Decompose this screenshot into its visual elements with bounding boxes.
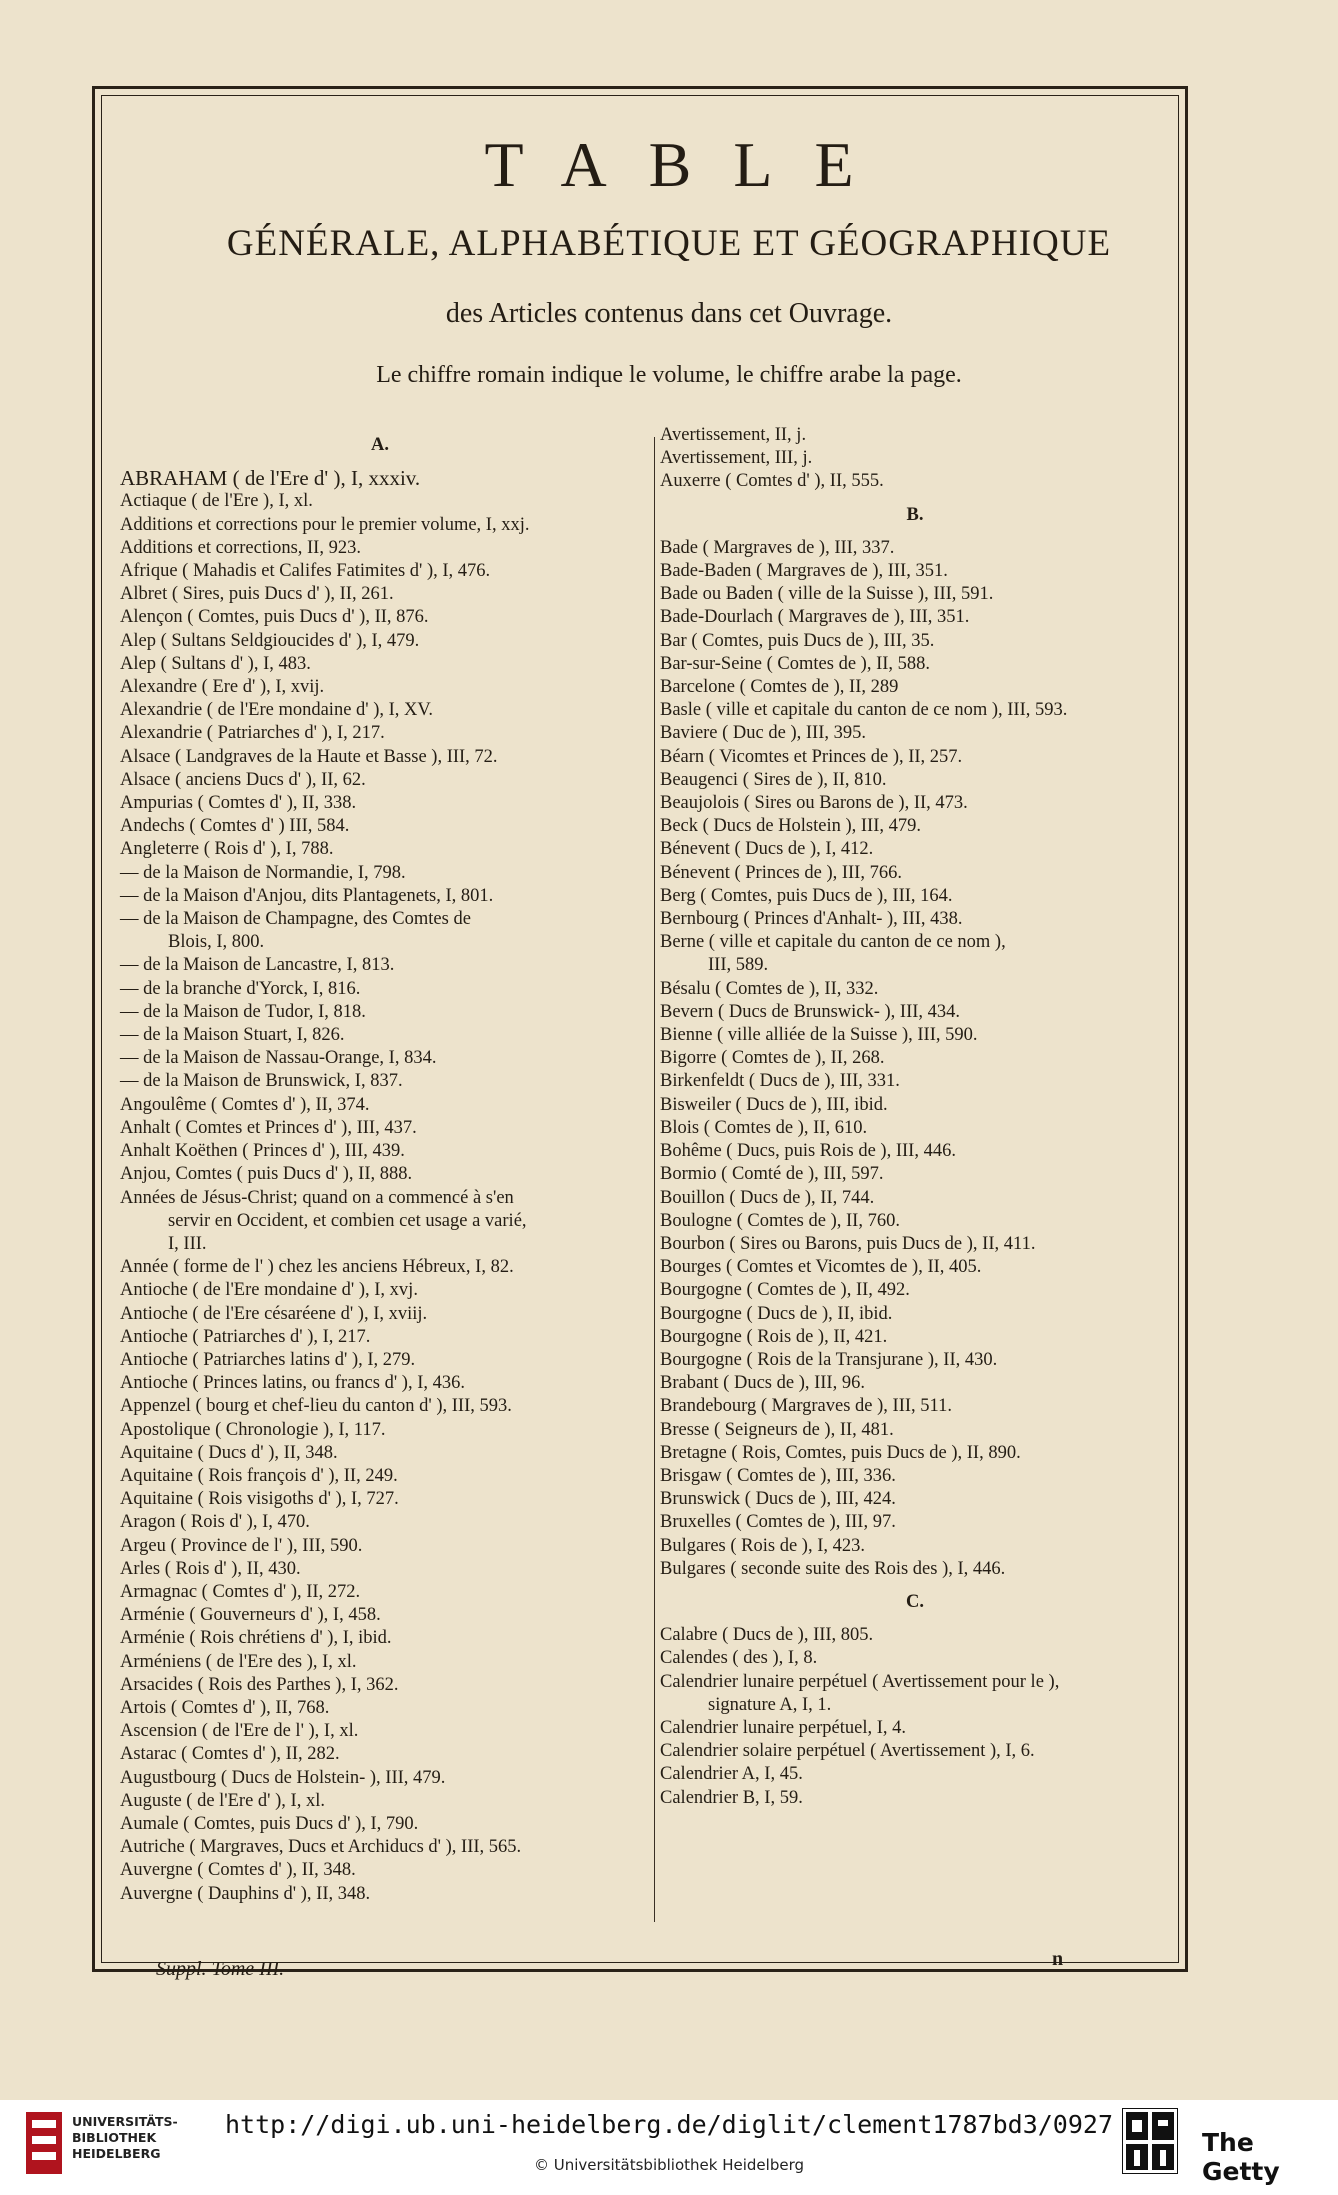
index-entry: Bar-sur-Seine ( Comtes de ), II, 588. [660, 653, 931, 674]
index-entry-continuation: Blois, I, 800. [168, 932, 265, 953]
index-entry: Additions et corrections, II, 923. [120, 537, 361, 558]
index-entry: Avertissement, III, j. [660, 448, 813, 469]
section-letter: A. [371, 435, 389, 455]
index-entry: Bourbon ( Sires ou Barons, puis Ducs de ), II, 411. [660, 1233, 1036, 1254]
index-entry: Brisgaw ( Comtes de ), III, 336. [660, 1465, 896, 1486]
copyright: © Universitätsbibliothek Heidelberg [533, 2156, 804, 2174]
index-entry: Bourgogne ( Rois de ), II, 421. [660, 1326, 888, 1347]
index-entry: Afrique ( Mahadis et Califes Fatimites d' ), I, 476. [120, 561, 491, 582]
index-entry: Bourgogne ( Comtes de ), II, 492. [660, 1280, 910, 1301]
index-entry: Bernbourg ( Princes d'Anhalt- ), III, 438. [660, 909, 963, 930]
index-entry: Bade-Baden ( Margraves de ), III, 351. [660, 561, 948, 582]
index-entry: Anjou, Comtes ( puis Ducs d' ), II, 888. [120, 1164, 413, 1185]
index-entry: Bourgogne ( Ducs de ), II, ibid. [660, 1303, 893, 1324]
index-entry-continuation: servir en Occident, et combien cet usage a varié, [168, 1210, 527, 1231]
index-entry: — de la Maison de Tudor, I, 818. [120, 1001, 366, 1022]
index-entry: Aquitaine ( Ducs d' ), II, 348. [120, 1442, 338, 1463]
index-entry: — de la Maison Stuart, I, 826. [120, 1025, 345, 1046]
index-entry: Basle ( ville et capitale du canton de ce nom ), III, 593. [660, 700, 1068, 721]
signature-left: Suppl. Tome III. [156, 1958, 285, 1980]
index-entry: Bade-Dourlach ( Margraves de ), III, 351. [660, 607, 970, 628]
index-entry: Bretagne ( Rois, Comtes, puis Ducs de ), II, 890. [660, 1442, 1021, 1463]
index-entry: Arsacides ( Rois des Parthes ), I, 362. [120, 1674, 399, 1695]
index-entry: Armagnac ( Comtes d' ), II, 272. [120, 1581, 361, 1602]
column-divider [654, 437, 655, 1922]
index-entry: Bade ou Baden ( ville de la Suisse ), III, 591. [660, 584, 994, 605]
index-entry: Auvergne ( Dauphins d' ), II, 348. [120, 1883, 371, 1904]
partner-name: The Getty [1202, 2128, 1280, 2186]
index-entry: — de la Maison de Normandie, I, 798. [120, 862, 406, 883]
index-entry: Argeu ( Province de l' ), III, 590. [120, 1535, 363, 1556]
index-entry: Bruxelles ( Comtes de ), III, 97. [660, 1512, 896, 1533]
index-entry: Arménie ( Gouverneurs d' ), I, 458. [120, 1605, 381, 1626]
index-entry-continuation: III, 589. [708, 955, 769, 976]
index-entry: Année ( forme de l' ) chez les anciens Hébreux, I, 82. [120, 1257, 514, 1278]
page-title: TABLE [484, 129, 896, 200]
index-entry: Bresse ( Seigneurs de ), II, 481. [660, 1419, 894, 1440]
index-entry: Beaujolois ( Sires ou Barons de ), II, 473. [660, 793, 968, 814]
bottom-bar [0, 2100, 1338, 2195]
index-entry: Auvergne ( Comtes d' ), II, 348. [120, 1860, 356, 1881]
index-entry: Anhalt ( Comtes et Princes d' ), III, 437. [120, 1117, 417, 1138]
index-entry: Calabre ( Ducs de ), III, 805. [660, 1625, 874, 1646]
getty-logo-icon [1122, 2108, 1178, 2174]
index-entry: Arménie ( Rois chrétiens d' ), I, ibid. [120, 1628, 392, 1649]
index-entry: Aumale ( Comtes, puis Ducs d' ), I, 790. [120, 1813, 419, 1834]
index-entry: Antioche ( de l'Ere mondaine d' ), I, xvj. [120, 1280, 418, 1301]
index-entry: Boulogne ( Comtes de ), II, 760. [660, 1210, 900, 1231]
index-entry: Calendes ( des ), I, 8. [660, 1648, 818, 1669]
index-entry-continuation: signature A, I, 1. [708, 1694, 832, 1715]
index-entry: Andechs ( Comtes d' ) III, 584. [120, 816, 350, 837]
index-entry: — de la Maison d'Anjou, dits Plantagenets, I, 801. [120, 885, 494, 906]
index-entry: — de la Maison de Brunswick, I, 837. [120, 1071, 403, 1092]
index-entry: Astarac ( Comtes d' ), II, 282. [120, 1744, 340, 1765]
index-entry: Beck ( Ducs de Holstein ), III, 479. [660, 816, 921, 837]
index-entry: Alexandrie ( de l'Ere mondaine d' ), I, XV. [120, 700, 434, 721]
signature-right: n [1052, 1948, 1064, 1970]
index-entry: Alexandre ( Ere d' ), I, xvij. [120, 677, 325, 698]
index-entry: Ascension ( de l'Ere de l' ), I, xl. [120, 1721, 359, 1742]
index-entry: Apostolique ( Chronologie ), I, 117. [120, 1419, 386, 1440]
index-entry: Ampurias ( Comtes d' ), II, 338. [120, 793, 357, 814]
index-entry: Brandebourg ( Margraves de ), III, 511. [660, 1396, 952, 1417]
page-description: des Articles contenus dans cet Ouvrage. [445, 298, 893, 329]
index-entry: Bisweiler ( Ducs de ), III, ibid. [660, 1094, 888, 1115]
index-entry: Berg ( Comtes, puis Ducs de ), III, 164. [660, 885, 953, 906]
index-entry: Alep ( Sultans d' ), I, 483. [120, 653, 311, 674]
right-column [660, 424, 1170, 1810]
section-letter: C. [906, 1591, 924, 1612]
index-entry: Aquitaine ( Rois françois d' ), II, 249. [120, 1465, 398, 1486]
index-entry: Alexandrie ( Patriarches d' ), I, 217. [120, 723, 385, 744]
index-entry: Barcelone ( Comtes de ), II, 289 [660, 677, 899, 698]
index-entry: Antioche ( Princes latins, ou francs d' ), I, 436. [120, 1373, 465, 1394]
index-entry: Bésalu ( Comtes de ), II, 332. [660, 978, 879, 999]
page-subtitle: GÉNÉRALE, ALPHABÉTIQUE ET GÉOGRAPHIQUE [226, 223, 1112, 264]
page-note: Le chiffre romain indique le volume, le chiffre arabe la page. [376, 362, 962, 388]
index-entry: Calendrier solaire perpétuel ( Avertissement ), I, 6. [660, 1741, 1035, 1762]
index-entry: Bourgogne ( Rois de la Transjurane ), II, 430. [660, 1349, 998, 1370]
index-entry: — de la branche d'Yorck, I, 816. [120, 978, 361, 999]
index-entry: Additions et corrections pour le premier volume, I, xxj. [120, 514, 530, 535]
index-entry: Alençon ( Comtes, puis Ducs d' ), II, 876. [120, 607, 429, 628]
index-entry: Aquitaine ( Rois visigoths d' ), I, 727. [120, 1489, 399, 1510]
left-column [120, 424, 640, 1906]
index-entry: Actiaque ( de l'Ere ), I, xl. [120, 491, 313, 512]
library-name-line: HEIDELBERG [72, 2146, 161, 2161]
index-entry: Antioche ( de l'Ere césaréene d' ), I, xviij. [120, 1303, 428, 1324]
index-entry: Auxerre ( Comtes d' ), II, 555. [660, 471, 884, 492]
index-entry: Béarn ( Vicomtes et Princes de ), II, 257. [660, 746, 963, 767]
library-name-line: BIBLIOTHEK [72, 2130, 157, 2145]
library-name-line: UNIVERSITÄTS- [72, 2114, 178, 2129]
index-entry: Angleterre ( Rois d' ), I, 788. [120, 839, 334, 860]
index-entry: Antioche ( Patriarches d' ), I, 217. [120, 1326, 371, 1347]
index-entry: Avertissement, II, j. [660, 425, 807, 445]
index-entry: — de la Maison de Champagne, des Comtes de [120, 909, 471, 930]
index-entry: Brunswick ( Ducs de ), III, 424. [660, 1489, 896, 1510]
index-entry: Bigorre ( Comtes de ), II, 268. [660, 1048, 885, 1069]
index-entry: Arles ( Rois d' ), II, 430. [120, 1558, 301, 1579]
index-entry: Angoulême ( Comtes d' ), II, 374. [120, 1094, 370, 1115]
index-entry: Calendrier lunaire perpétuel ( Avertissement pour le ), [660, 1671, 1060, 1692]
index-entry: Alsace ( Landgraves de la Haute et Basse ), III, 72. [120, 746, 498, 767]
index-entry: ABRAHAM ( de l'Ere d' ), I, xxxiv. [120, 466, 421, 491]
index-entry: Birkenfeldt ( Ducs de ), III, 331. [660, 1071, 900, 1092]
index-entry: Bourges ( Comtes et Vicomtes de ), II, 405. [660, 1257, 982, 1278]
index-entry: Autriche ( Margraves, Ducs et Archiducs d' ), III, 565. [120, 1837, 522, 1858]
index-entry: Bevern ( Ducs de Brunswick- ), III, 434. [660, 1001, 961, 1022]
index-entry: Albret ( Sires, puis Ducs d' ), II, 261. [120, 584, 394, 605]
index-entry: Appenzel ( bourg et chef-lieu du canton d' ), III, 593. [120, 1396, 512, 1417]
index-entry: Anhalt Koëthen ( Princes d' ), III, 439. [120, 1141, 405, 1162]
index-entry: Antioche ( Patriarches latins d' ), I, 279. [120, 1349, 416, 1370]
index-entry: Bienne ( ville alliée de la Suisse ), III, 590. [660, 1025, 978, 1046]
index-entry: Bohême ( Ducs, puis Rois de ), III, 446. [660, 1141, 956, 1162]
index-entry: Blois ( Comtes de ), II, 610. [660, 1117, 868, 1138]
index-entry: Bar ( Comtes, puis Ducs de ), III, 35. [660, 630, 935, 651]
index-entry: Berne ( ville et capitale du canton de ce nom ), [660, 932, 1006, 953]
index-entry: Bouillon ( Ducs de ), II, 744. [660, 1187, 875, 1208]
index-entry: — de la Maison de Nassau-Orange, I, 834. [120, 1048, 437, 1069]
index-entry: Brabant ( Ducs de ), III, 96. [660, 1373, 865, 1394]
index-entry: Calendrier lunaire perpétuel, I, 4. [660, 1717, 907, 1738]
source-url[interactable]: http://digi.ub.uni-heidelberg.de/diglit/clement1787bd3/0927 [224, 2110, 1114, 2139]
index-entry: Auguste ( de l'Ere d' ), I, xl. [120, 1790, 325, 1811]
index-entry: Beaugenci ( Sires de ), II, 810. [660, 769, 887, 790]
index-entry: Bulgares ( seconde suite des Rois des ), I, 446. [660, 1558, 1006, 1579]
index-entry: Bénevent ( Ducs de ), I, 412. [660, 839, 874, 860]
index-entry: Arméniens ( de l'Ere des ), I, xl. [120, 1651, 357, 1672]
index-entry: Bénevent ( Princes de ), III, 766. [660, 862, 902, 883]
index-entry: Bulgares ( Rois de ), I, 423. [660, 1535, 866, 1556]
index-entry: Artois ( Comtes d' ), II, 768. [120, 1697, 330, 1718]
index-entry: Alep ( Sultans Seldgioucides d' ), I, 479. [120, 630, 420, 651]
index-entry-continuation: I, III. [168, 1233, 207, 1254]
index-entry: Bade ( Margraves de ), III, 337. [660, 537, 895, 558]
index-entry: Alsace ( anciens Ducs d' ), II, 62. [120, 769, 366, 790]
index-entry: Années de Jésus-Christ; quand on a commencé à s'en [120, 1187, 514, 1208]
index-entry: Calendrier B, I, 59. [660, 1787, 803, 1808]
index-entry: Baviere ( Duc de ), III, 395. [660, 723, 866, 744]
index-entry: Bormio ( Comté de ), III, 597. [660, 1164, 884, 1185]
section-letter: B. [906, 504, 924, 525]
index-entry: Calendrier A, I, 45. [660, 1764, 803, 1785]
index-entry: — de la Maison de Lancastre, I, 813. [120, 955, 395, 976]
index-entry: Aragon ( Rois d' ), I, 470. [120, 1512, 310, 1533]
index-entry: Augustbourg ( Ducs de Holstein- ), III, 479. [120, 1767, 446, 1788]
